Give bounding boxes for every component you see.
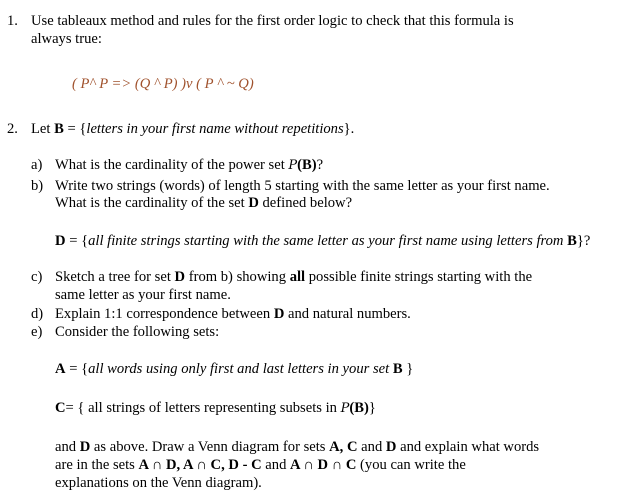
power-set-symbol: P	[288, 158, 298, 173]
q2b-text-line2: What is the cardinality of the set D defined below?	[55, 195, 353, 211]
q2c-text-line1: Sketch a tree for set D from b) showing all possible finite strings starting with the	[55, 269, 533, 285]
q2a-text: What is the cardinality of the power set P(B)?	[55, 157, 324, 173]
q2b-label: b)	[31, 178, 44, 194]
set-d-definition: D = {all finite strings starting with the same letter as your first name using letters from B}?	[55, 233, 591, 249]
venn-instruction-line1: and D as above. Draw a Venn diagram for sets A, C and D and explain what words	[55, 439, 540, 455]
q2-intro: Let B = {letters in your first name without repetitions}.	[31, 121, 355, 137]
q2e-label: e)	[31, 324, 43, 340]
set-a-definition: A = {all words using only first and last letters in your set B }	[55, 361, 414, 377]
power-set-symbol: P	[340, 401, 350, 416]
q2-number: 2.	[7, 121, 18, 137]
venn-instruction-line3: explanations on the Venn diagram).	[55, 475, 262, 491]
q1-number: 1.	[7, 13, 18, 29]
q2e-text: Consider the following sets:	[55, 324, 220, 340]
q2c-label: c)	[31, 269, 43, 285]
q2b-text-line1: Write two strings (words) of length 5 starting with the same letter as your first name.	[55, 178, 550, 194]
q1-text-line2: always true:	[31, 31, 102, 47]
q2d-text: Explain 1:1 correspondence between D and natural numbers.	[55, 306, 411, 322]
q2a-label: a)	[31, 157, 43, 173]
set-c-definition: C= { all strings of letters representing subsets in P(B)}	[55, 400, 376, 416]
q2c-text-line2: same letter as your first name.	[55, 287, 231, 303]
q1-formula: ( P^ P => (Q ^ P) )v ( P ^ ~ Q)	[72, 76, 254, 92]
venn-instruction-line2: are in the sets A ∩ D, A ∩ C, D - C and A ∩ D ∩ C (you can write the	[55, 457, 466, 473]
q1-text-line1: Use tableaux method and rules for the first order logic to check that this formula is	[31, 13, 514, 29]
q2d-label: d)	[31, 306, 44, 322]
